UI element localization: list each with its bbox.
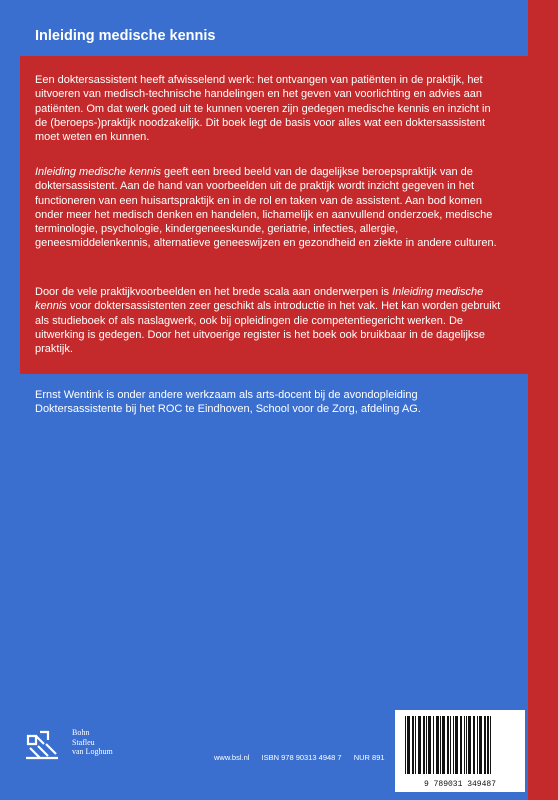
paragraph-3 [35, 285, 505, 356]
barcode-number: 9 789031 349487 [423, 780, 496, 789]
paragraph-3-italic-title: Inleiding medische kennis [35, 286, 484, 313]
publisher-line-3: van Loghum [72, 747, 113, 756]
barcode [395, 710, 525, 792]
paragraph-1-text: Een doktersassistent heeft afwisselend werk: het ontvangen van patiënten in de praktijk, het uitvoeren van medisch-technische handelingen en het geven van voorlichting en advies aan patiënten. Om dat werk goed uit te kunnen voeren zijn gedegen medische kennis en inzicht in de (beroeps-)praktijk noodzakelijk. Dit boek legt de basis voor alles wat een doktersassistent moet weten en kunnen. [35, 74, 491, 144]
book-title: Inleiding medische kennis [35, 28, 216, 44]
publisher-name [72, 728, 113, 757]
publisher-line-2: Stafleu [72, 737, 95, 747]
paragraph-2-italic-title: Inleiding medische kennis [35, 166, 161, 178]
paragraph-1 [35, 73, 505, 144]
paragraph-3-text-b: voor doktersassistenten zeer geschikt als introductie in het vak. Het kan worden gebruikt als studieboek of als naslagwerk, ook bij opleidingen die competentiegericht werken. De uitwerking is gedegen. Door het uitvoerige register is het boek ook bruikbaar in de dagelijkse praktijk. [35, 300, 501, 356]
paragraph-2-text: geeft een breed beeld van de dagelijkse beroepspraktijk van de doktersassistent. Aan de hand van voorbeelden uit de praktijk wordt inzicht gegeven in het functioneren van een huisartspraktijk en in de rol en taken van de assistent. Aan bod komen onder meer het medisch denken en handelen, lichamelijk en aanvullend onderzoek, medische terminologie, psychologie, kindergeneeskunde, geriatrie, infecties, allergie, geneesmiddelenkennis, alternatieve geneeswijzen en gezondheid en ziekte in andere culturen. [35, 166, 497, 250]
barcode-bars [395, 710, 525, 778]
author-bio: Ernst Wentink is onder andere werkzaam als arts-docent bij de avondopleiding Doktersassistente bij het ROC te Eindhoven, School voor de Zorg, afdeling AG. [35, 389, 421, 416]
paragraph-3-text-a: Door de vele praktijkvoorbeelden en het brede scala aan onderwerpen is [35, 286, 393, 298]
paragraph-2 [35, 165, 505, 251]
publisher-logo [24, 728, 144, 768]
website-link[interactable]: www.bsl.nl [214, 753, 250, 762]
isbn-text: ISBN 978 90313 4948 7 [261, 753, 342, 762]
publisher-logo-icon [24, 728, 68, 764]
publisher-line-1: Bohn [72, 728, 90, 737]
footer-info [214, 753, 395, 762]
nur-text: NUR 891 [353, 753, 385, 762]
